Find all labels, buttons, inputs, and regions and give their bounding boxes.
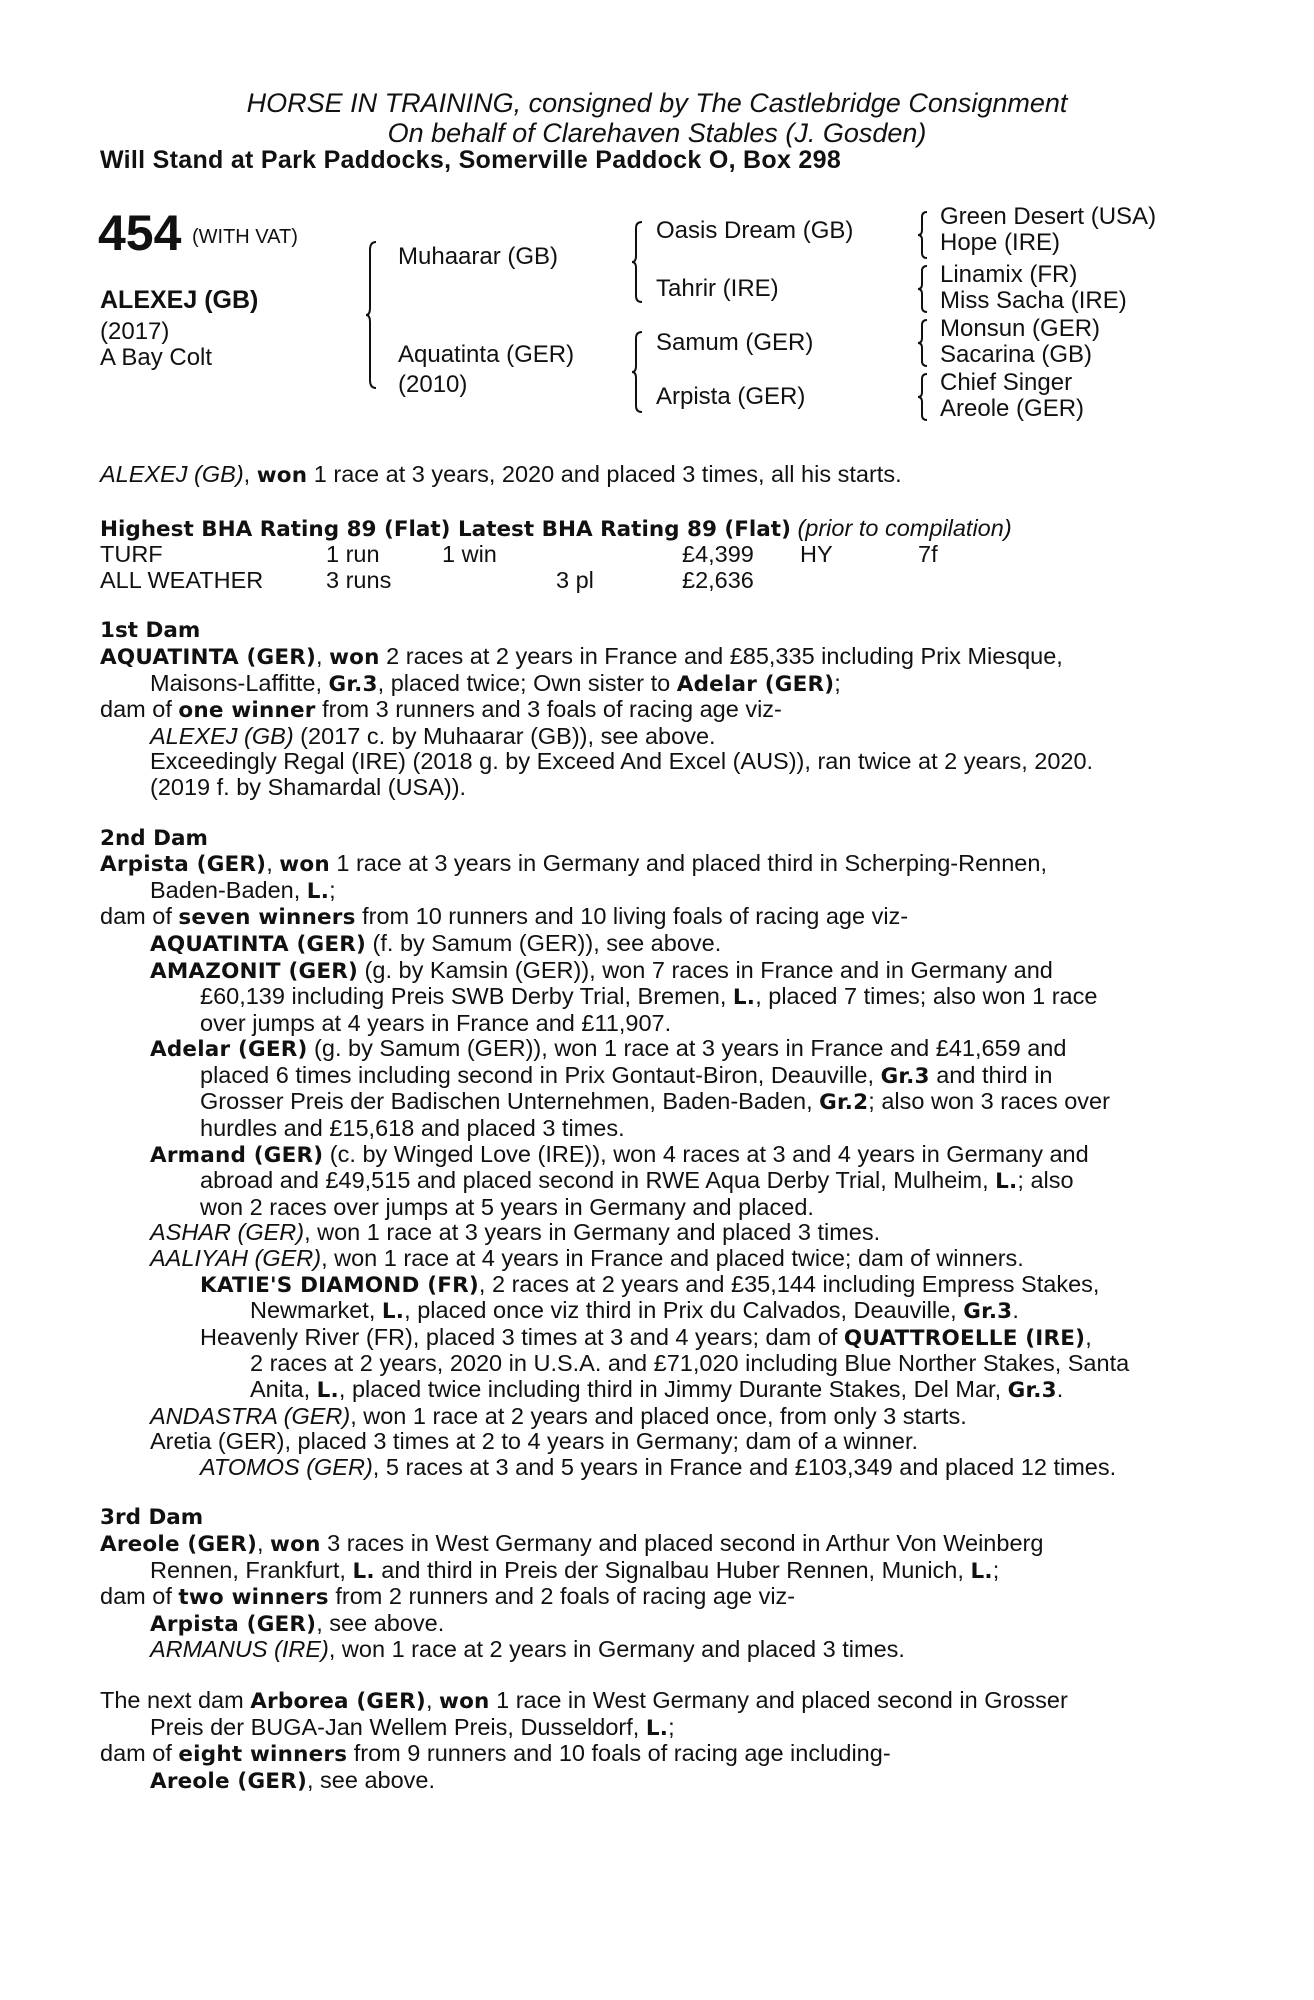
vat-note: (WITH VAT) bbox=[192, 226, 298, 248]
location-line: Will Stand at Park Paddocks, Somerville Paddock O, Box 298 bbox=[100, 146, 842, 174]
produce-item: Aretia (GER), placed 3 times at 2 to 4 years in Germany; dam of a winner. bbox=[150, 1428, 918, 1455]
produce-item: Areole (GER), see above. bbox=[150, 1766, 436, 1794]
pedigree-ggp: Green Desert (USA) bbox=[940, 203, 1157, 230]
pedigree-dam-sire: Samum (GER) bbox=[656, 329, 814, 356]
stats-row-turf: TURF 1 run 1 win £4,399 HY 7f bbox=[100, 541, 938, 568]
produce-item: Armand (GER) (c. by Winged Love (IRE)), won 4 races at 3 and 4 years in Germany and bbox=[150, 1140, 1089, 1168]
pedigree-sire: Muhaarar (GB) bbox=[398, 243, 559, 270]
pedigree-bracket-dam bbox=[632, 330, 646, 414]
second-dam-heading: 2nd Dam bbox=[100, 825, 208, 851]
third-dam-produce: dam of two winners from 2 runners and 2 foals of racing age viz- bbox=[100, 1583, 796, 1611]
next-dam-produce: dam of eight winners from 9 runners and 10 foals of racing age including- bbox=[100, 1740, 891, 1768]
horse-year: (2017) bbox=[100, 318, 170, 345]
pedigree-dam-dam: Arpista (GER) bbox=[656, 383, 806, 410]
produce-item: KATIE'S DIAMOND (FR), 2 races at 2 years and £35,144 including Empress Stakes, bbox=[200, 1270, 1100, 1298]
produce-item: (2019 f. by Shamardal (USA)). bbox=[150, 773, 467, 800]
horse-description: A Bay Colt bbox=[100, 344, 213, 371]
stats-row-all-weather: ALL WEATHER 3 runs 3 pl £2,636 bbox=[100, 566, 754, 593]
pedigree-bracket-main bbox=[366, 240, 380, 390]
pedigree-ggp: Chief Singer bbox=[940, 369, 1073, 396]
pedigree-bracket-ggp1 bbox=[918, 210, 930, 260]
pedigree-dam-year: (2010) bbox=[398, 371, 468, 398]
pedigree-ggp: Linamix (FR) bbox=[940, 261, 1078, 288]
pedigree-bracket-ggp2 bbox=[918, 264, 930, 314]
produce-item: ARMANUS (IRE), won 1 race at 2 years in Germany and placed 3 times. bbox=[150, 1636, 905, 1663]
produce-item: ASHAR (GER), won 1 race at 3 years in Germany and placed 3 times. bbox=[150, 1219, 881, 1246]
pedigree-ggp: Hope (IRE) bbox=[940, 229, 1061, 256]
first-dam-heading: 1st Dam bbox=[100, 618, 201, 644]
next-dam-record: The next dam Arborea (GER), won 1 race in West Germany and placed second in Grosser bbox=[100, 1686, 1068, 1714]
second-dam-produce: dam of seven winners from 10 runners and 10 living foals of racing age viz- bbox=[100, 903, 909, 931]
pedigree-bracket-sire bbox=[632, 220, 646, 304]
produce-item: Arpista (GER), see above. bbox=[150, 1609, 445, 1637]
pedigree-sire-sire: Oasis Dream (GB) bbox=[656, 217, 854, 244]
produce-item: AALIYAH (GER), won 1 race at 4 years in France and placed twice; dam of winners. bbox=[150, 1245, 1024, 1272]
first-dam-produce: dam of one winner from 3 runners and 3 foals of racing age viz- bbox=[100, 696, 782, 724]
pedigree-dam: Aquatinta (GER) bbox=[398, 341, 575, 368]
second-dam-record: Arpista (GER), won 1 race at 3 years in Germany and placed third in Scherping-Rennen, bbox=[100, 850, 1047, 878]
horse-name: ALEXEJ (GB) bbox=[100, 286, 259, 314]
third-dam-heading: 3rd Dam bbox=[100, 1505, 204, 1531]
lot-number: 454 bbox=[98, 205, 182, 261]
race-summary: ALEXEJ (GB), won 1 race at 3 years, 2020 and placed 3 times, all his starts. bbox=[100, 461, 902, 488]
bha-rating: Highest BHA Rating 89 (Flat) Latest BHA Rating 89 (Flat) (prior to compilation) bbox=[100, 514, 1012, 542]
produce-item: Adelar (GER) (g. by Samum (GER)), won 1 race at 3 years in France and £41,659 and bbox=[150, 1035, 1067, 1063]
pedigree-ggp: Miss Sacha (IRE) bbox=[940, 287, 1127, 314]
pedigree-ggp: Areole (GER) bbox=[940, 395, 1085, 422]
produce-item: ATOMOS (GER), 5 races at 3 and 5 years in France and £103,349 and placed 12 times. bbox=[200, 1453, 1117, 1480]
vendor-line: On behalf of Clarehaven Stables (J. Gosden) bbox=[387, 118, 927, 148]
third-dam-record: Areole (GER), won 3 races in West Germany and placed second in Arthur Von Weinberg bbox=[100, 1529, 1044, 1557]
pedigree-notes: ALEXEJ (GB), won 1 race at 3 years, 2020 and placed 3 times, all his starts. Highest BHA Rating 89 (Flat) Latest BHA Rating 89 (Flat) (prior to compilation) TURF 1 run 1 win £4,399 HY 7f ALL WEATHER 3 runs 3 pl £2,636 1st Dam AQUATINTA (GER), won 2 races at 2 years in France and £85,335 including Prix Miesque, Maisons-Laffitte, Gr.3, placed twice; Own sister to Adelar (GER); dam of one winner from 3 runners and 3 foals of racing age viz- ALEXEJ (GB) (2017 c. by Muhaarar (GB)), see above. Exceedingly Regal (IRE) (2018 g. by Exceed And Excel (AUS)), ran twice at 2 years, 2020. (2019 f. by Shamardal (USA)). 2nd Dam Arpista (GER), won 1 race at 3 years in Germany and placed third in Scherping-Rennen, Baden-Baden, L.; dam of seven winners from 10 runners and 10 living foals of racing age viz- AQUATINTA (GER) (f. by Samum (GER)), see above. AMAZONIT (GER) (g. by Kamsin (GER)), won 7 races in France and in Germany and £60,139 including Preis SWB Derby Trial, Bremen, L., placed 7 times; also won 1 race over jumps at 4 years in France and £11,907. Adelar (GER) (g. by Samum (GER)), won 1 race at 3 years in France and £41,659 and placed 6 times including second in Prix Gontaut-Biron, Deauville, Gr.3 and third in Grosser Preis der Badischen Unternehmen, Baden-Baden, Gr.2; also won 3 races over hurdles and £15,618 and placed 3 times. Armand (GER) (c. by Winged Love (IRE)), won 4 races at 3 and 4 years in Germany and abroad and £49,515 and placed second in RWE Aqua Derby Trial, Mulheim, L.; also won 2 races over jumps at 5 years in Germany and placed. ASHAR (GER), won 1 race at 3 years in Germany and placed 3 times. AALIYAH (GER), won 1 race at 4 years in France and placed twice; dam of winners. KATIE'S DIAMOND (FR), 2 races at 2 years and £35,144 including Empress Stakes, Newmarket, L., placed once viz third in Prix du Calvados, Deauville, Gr.3. Heavenly River (FR), placed 3 times at 3 and 4 years; dam of QUATTROELLE (IRE), 2 races at 2 years, 2020 in U.S.A. and £71,020 including Blue Norther Stakes, Santa Anita, L., placed twice including third in Jimmy Durante Stakes, Del Mar, Gr.3. ANDASTRA (GER), won 1 race at 2 years and placed once, from only 3 starts. Aretia (GER), placed 3 times at 2 to 4 years in Germany; dam of a winner. ATOMOS (GER), 5 races at 3 and 5 years in France and £103,349 and placed 12 times. 3rd Dam Areole (GER), won 3 races in West Germany and placed second in Arthur Von Weinberg Rennen, Frankfurt, L. and third in Preis der Signalbau Huber Rennen, Munich, L.; dam of two winners from 2 runners and 2 foals of racing age viz- Arpista (GER), see above. ARMANUS (IRE), won 1 race at 2 years in Germany and placed 3 times. The next dam Arborea (GER), won 1 race in West Germany and placed second in Grosser Preis der BUGA-Jan Wellem Preis, Dusseldorf, L.; dam of eight winners from 9 runners and 10 foals of racing age including- Areole (GER), see above. bbox=[100, 462, 1210, 1794]
produce-item: ANDASTRA (GER), won 1 race at 2 years and placed once, from only 3 starts. bbox=[150, 1402, 967, 1429]
produce-item: AQUATINTA (GER) (f. by Samum (GER)), see above. bbox=[150, 929, 722, 957]
produce-item: Exceedingly Regal (IRE) (2018 g. by Exceed And Excel (AUS)), ran twice at 2 years, 2020. bbox=[150, 748, 1094, 775]
pedigree-bracket-ggp3 bbox=[918, 318, 930, 368]
produce-item: AMAZONIT (GER) (g. by Kamsin (GER)), won 7 races in France and in Germany and bbox=[150, 956, 1053, 984]
pedigree-sire-dam: Tahrir (IRE) bbox=[656, 275, 779, 302]
produce-item: ALEXEJ (GB) (2017 c. by Muhaarar (GB)), see above. bbox=[150, 722, 716, 749]
pedigree-bracket-ggp4 bbox=[918, 372, 930, 422]
pedigree-ggp: Monsun (GER) bbox=[940, 315, 1101, 342]
produce-item: Heavenly River (FR), placed 3 times at 3 and 4 years; dam of QUATTROELLE (IRE), bbox=[200, 1323, 1092, 1351]
pedigree-ggp: Sacarina (GB) bbox=[940, 341, 1093, 368]
first-dam-record: AQUATINTA (GER), won 2 races at 2 years in France and £85,335 including Prix Miesque, bbox=[100, 642, 1063, 670]
consignor-line: HORSE IN TRAINING, consigned by The Castlebridge Consignment bbox=[246, 88, 1068, 118]
